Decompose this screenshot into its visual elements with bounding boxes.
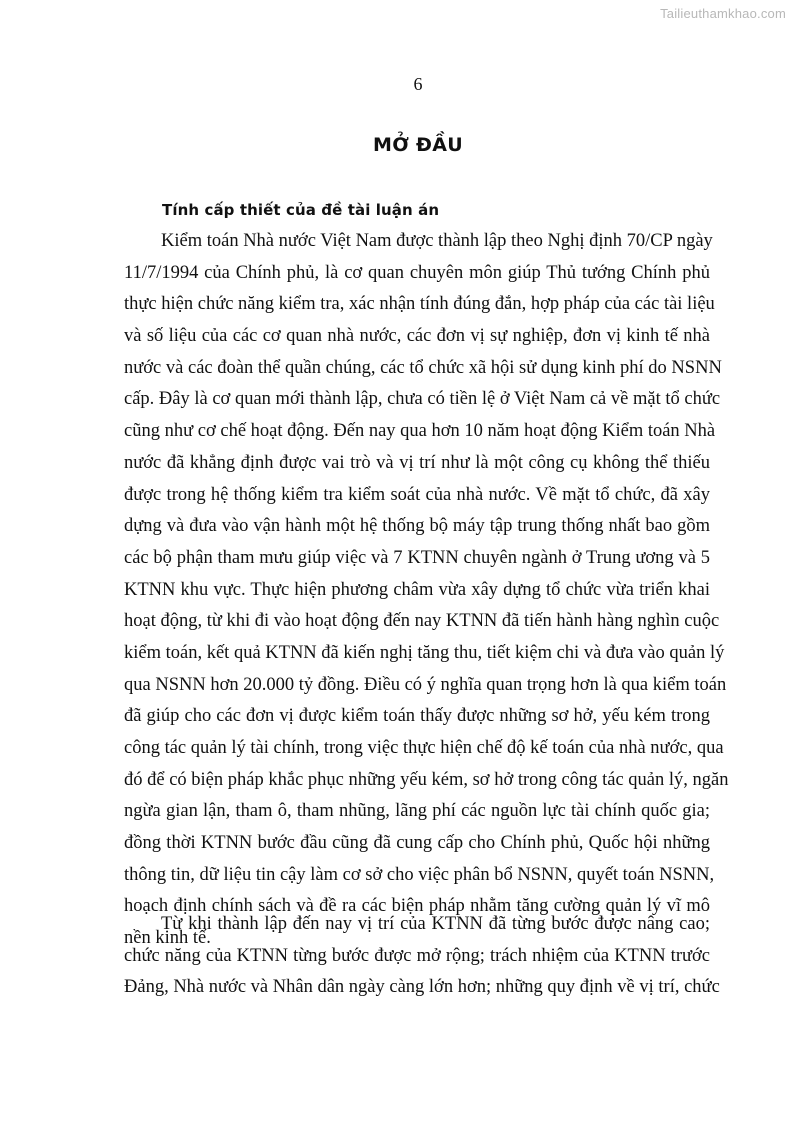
page-number: 6: [413, 74, 423, 94]
text-line: thực hiện chức năng kiểm tra, xác nhận tính đúng đắn, hợp pháp của các tài liệu: [124, 294, 715, 315]
text-line: nước đã khẳng định được vai trò và vị trí như là một công cụ không thể thiếu: [124, 452, 710, 473]
text-line: thông tin, dữ liệu tin cậy làm cơ sở cho việc phân bổ NSNN, quyết toán NSNN,: [124, 864, 715, 885]
text-line: cấp. Đây là cơ quan mới thành lập, chưa có tiền lệ ở Việt Nam cả về mặt tổ chức: [124, 389, 721, 410]
text-line: các bộ phận tham mưu giúp việc và 7 KTNN chuyên ngành ở Trung ương và 5: [124, 547, 710, 568]
text-line: nước và các đoàn thể quần chúng, các tổ chức xã hội sử dụng kinh phí do NSNN: [124, 357, 722, 378]
text-line: Từ khi thành lập đến nay vị trí của KTNN đã từng bước được nâng cao;: [161, 914, 710, 934]
text-line: kiểm toán, kết quả KTNN đã kiến nghị tăng thu, tiết kiệm chi và đưa vào quản lý: [124, 642, 725, 663]
text-line: đó để có biện pháp khắc phục những yếu kém, sơ hở trong công tác quản lý, ngăn: [124, 769, 729, 790]
text-line: và số liệu của các cơ quan nhà nước, các đơn vị sự nghiệp, đơn vị kinh tế nhà: [124, 326, 710, 347]
text-line: được trong hệ thống kiểm tra kiểm soát của nhà nước. Về mặt tổ chức, đã xây: [124, 484, 710, 505]
text-line: chức năng của KTNN từng bước được mở rộng; trách nhiệm của KTNN trước: [124, 945, 710, 966]
text-line: hoạch định chính sách và đề ra các biện pháp nhằm tăng cường quản lý vĩ mô: [124, 896, 710, 917]
text-line: công tác quản lý tài chính, trong việc thực hiện chế độ kế toán của nhà nước, qua: [124, 738, 724, 758]
text-line: Kiểm toán Nhà nước Việt Nam được thành lập theo Nghị định 70/CP ngày: [161, 231, 713, 251]
text-line: 11/7/1994 của Chính phủ, là cơ quan chuyên môn giúp Thủ tướng Chính phủ: [124, 262, 710, 283]
text-line: Đảng, Nhà nước và Nhân dân ngày càng lớn hơn; những quy định về vị trí, chức: [124, 977, 720, 998]
text-line: ngừa gian lận, tham ô, tham nhũng, lãng phí các nguồn lực tài chính quốc gia;: [124, 801, 710, 822]
text-line: hoạt động, từ khi đi vào hoạt động đến nay KTNN đã tiến hành hàng nghìn cuộc: [124, 611, 720, 632]
text-line: cũng như cơ chế hoạt động. Đến nay qua hơn 10 năm hoạt động Kiểm toán Nhà: [124, 421, 716, 442]
body-paragraph-1: [124, 226, 729, 955]
text-line: KTNN khu vực. Thực hiện phương châm vừa xây dựng tổ chức vừa triển khai: [124, 579, 710, 600]
section-heading: Tính cấp thiết của đề tài luận án: [162, 201, 440, 219]
body-paragraph-2: [124, 909, 720, 1004]
text-line: nền kinh tế.: [124, 928, 211, 949]
watermark-text: Tailieuthamkhao.com: [660, 6, 786, 21]
chapter-title: MỞ ĐẦU: [373, 134, 463, 156]
text-line: qua NSNN hơn 20.000 tỷ đồng. Điều có ý nghĩa quan trọng hơn là qua kiểm toán: [124, 674, 727, 695]
text-line: dựng và đưa vào vận hành một hệ thống bộ máy tập trung thống nhất bao gồm: [124, 516, 710, 537]
text-line: đồng thời KTNN bước đầu cũng đã cung cấp cho Chính phủ, Quốc hội những: [124, 833, 710, 854]
text-line: đã giúp cho các đơn vị được kiểm toán thấy được những sơ hở, yếu kém trong: [124, 706, 710, 727]
